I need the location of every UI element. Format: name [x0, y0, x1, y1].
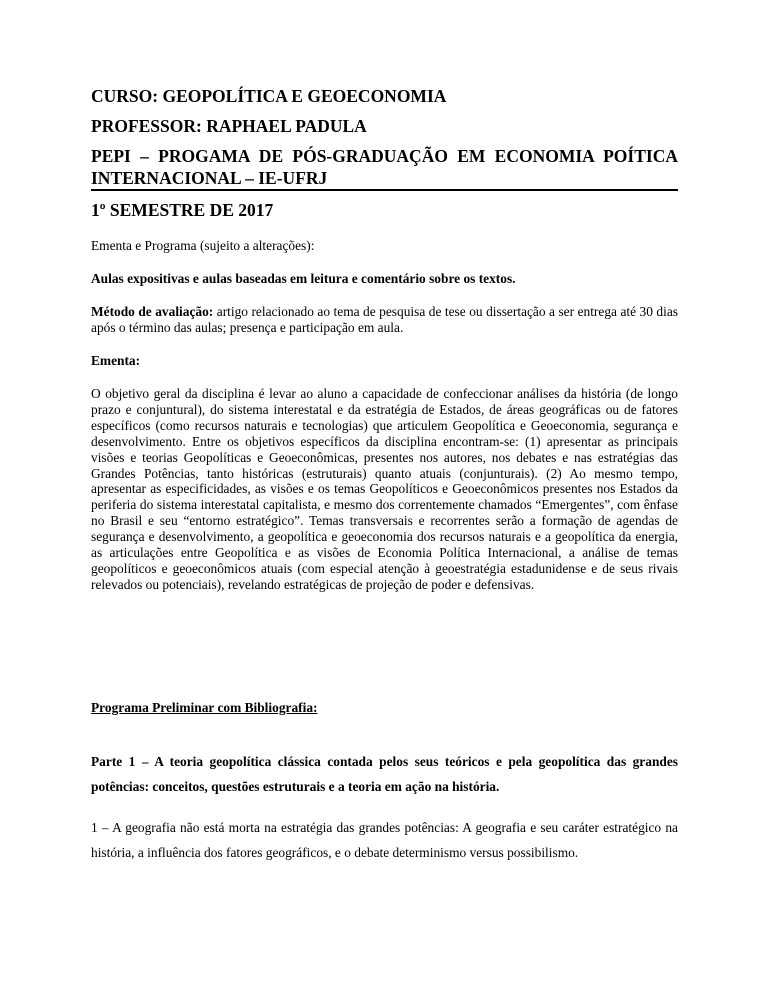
- item1-paragraph: 1 – A geografia não está morta na estratégia das grandes potências: A geografia e seu caráter estratégico na história, a influência dos fatores geográficos, e o debate determinismo versus possibilismo.: [91, 820, 678, 860]
- parte1-heading: Parte 1 – A teoria geopolítica clássica contada pelos seus teóricos e pela geopolítica das grandes potências: conceitos, questões estruturais e a teoria em ação na história.: [91, 754, 678, 794]
- professor-line: PROFESSOR: RAPHAEL PADULA: [91, 116, 367, 136]
- ementa-heading: Ementa:: [91, 353, 141, 368]
- metodo-label: Método de avaliação:: [91, 304, 214, 319]
- aulas-line: Aulas expositivas e aulas baseadas em leitura e comentário sobre os textos.: [91, 271, 516, 286]
- metodo-text: artigo relacionado ao tema de pesquisa de tese ou dissertação a ser entrega até 30 dias após o término das aulas; presença e participação em aula.: [91, 304, 679, 335]
- course-title: CURSO: GEOPOLÍTICA E GEOECONOMIA: [91, 86, 447, 106]
- ementa-paragraph: O objetivo geral da disciplina é levar ao aluno a capacidade de confeccionar análises da história (de longo prazo e conjuntural), do sistema interestatal e da estratégia de Estados, de áreas geográficas ou de fatores específicos (como recursos naturais e tecnologias) que articulem Geopolítica e Geoeconomia, segurança e desenvolvimento. Entre os objetivos específicos da disciplina encontram-se: (1) apresentar as principais visões e teorias Geopolíticas e Geoeconômicas, presentes nos autores, nos debates e nas estratégias das Grandes Potências, tanto históricas (estruturais) quanto atuais (conjunturais). (2) Ao mesmo tempo, apresentar as especificidades, as visões e os temas Geopolíticos e Geoeconômicos presentes nos Estados da periferia do sistema interestatal capitalista, e mesmo dos correntemente chamados “Emergentes”, com ênfase no Brasil e seu “entorno estratégico”. Temas transversais e recorrentes serão a formação de agendas de segurança e desenvolvimento, a geopolítica e geoeconomia dos recursos naturais e a geopolítica da energia, as articulações entre Geopolítica e as visões de Economia Política Internacional, a análise de temas geopolíticos e geoeconômicos atuais (com especial atenção à geoestratégia estadunidense e de seus rivais relevados ou potenciais), revelando estratégicas de projeção de poder e defensivas.: [91, 386, 678, 592]
- program-line: PEPI – PROGAMA DE PÓS-GRADUAÇÃO EM ECONOMIA POÍTICA INTERNACIONAL – IE-UFRJ: [91, 146, 678, 188]
- semester-line: 1º SEMESTRE DE 2017: [91, 200, 274, 220]
- ementa-programa-line: Ementa e Programa (sujeito a alterações):: [91, 238, 315, 253]
- programa-heading: Programa Preliminar com Bibliografia:: [91, 700, 318, 715]
- header-divider: [91, 189, 678, 191]
- metodo-paragraph: [91, 304, 678, 336]
